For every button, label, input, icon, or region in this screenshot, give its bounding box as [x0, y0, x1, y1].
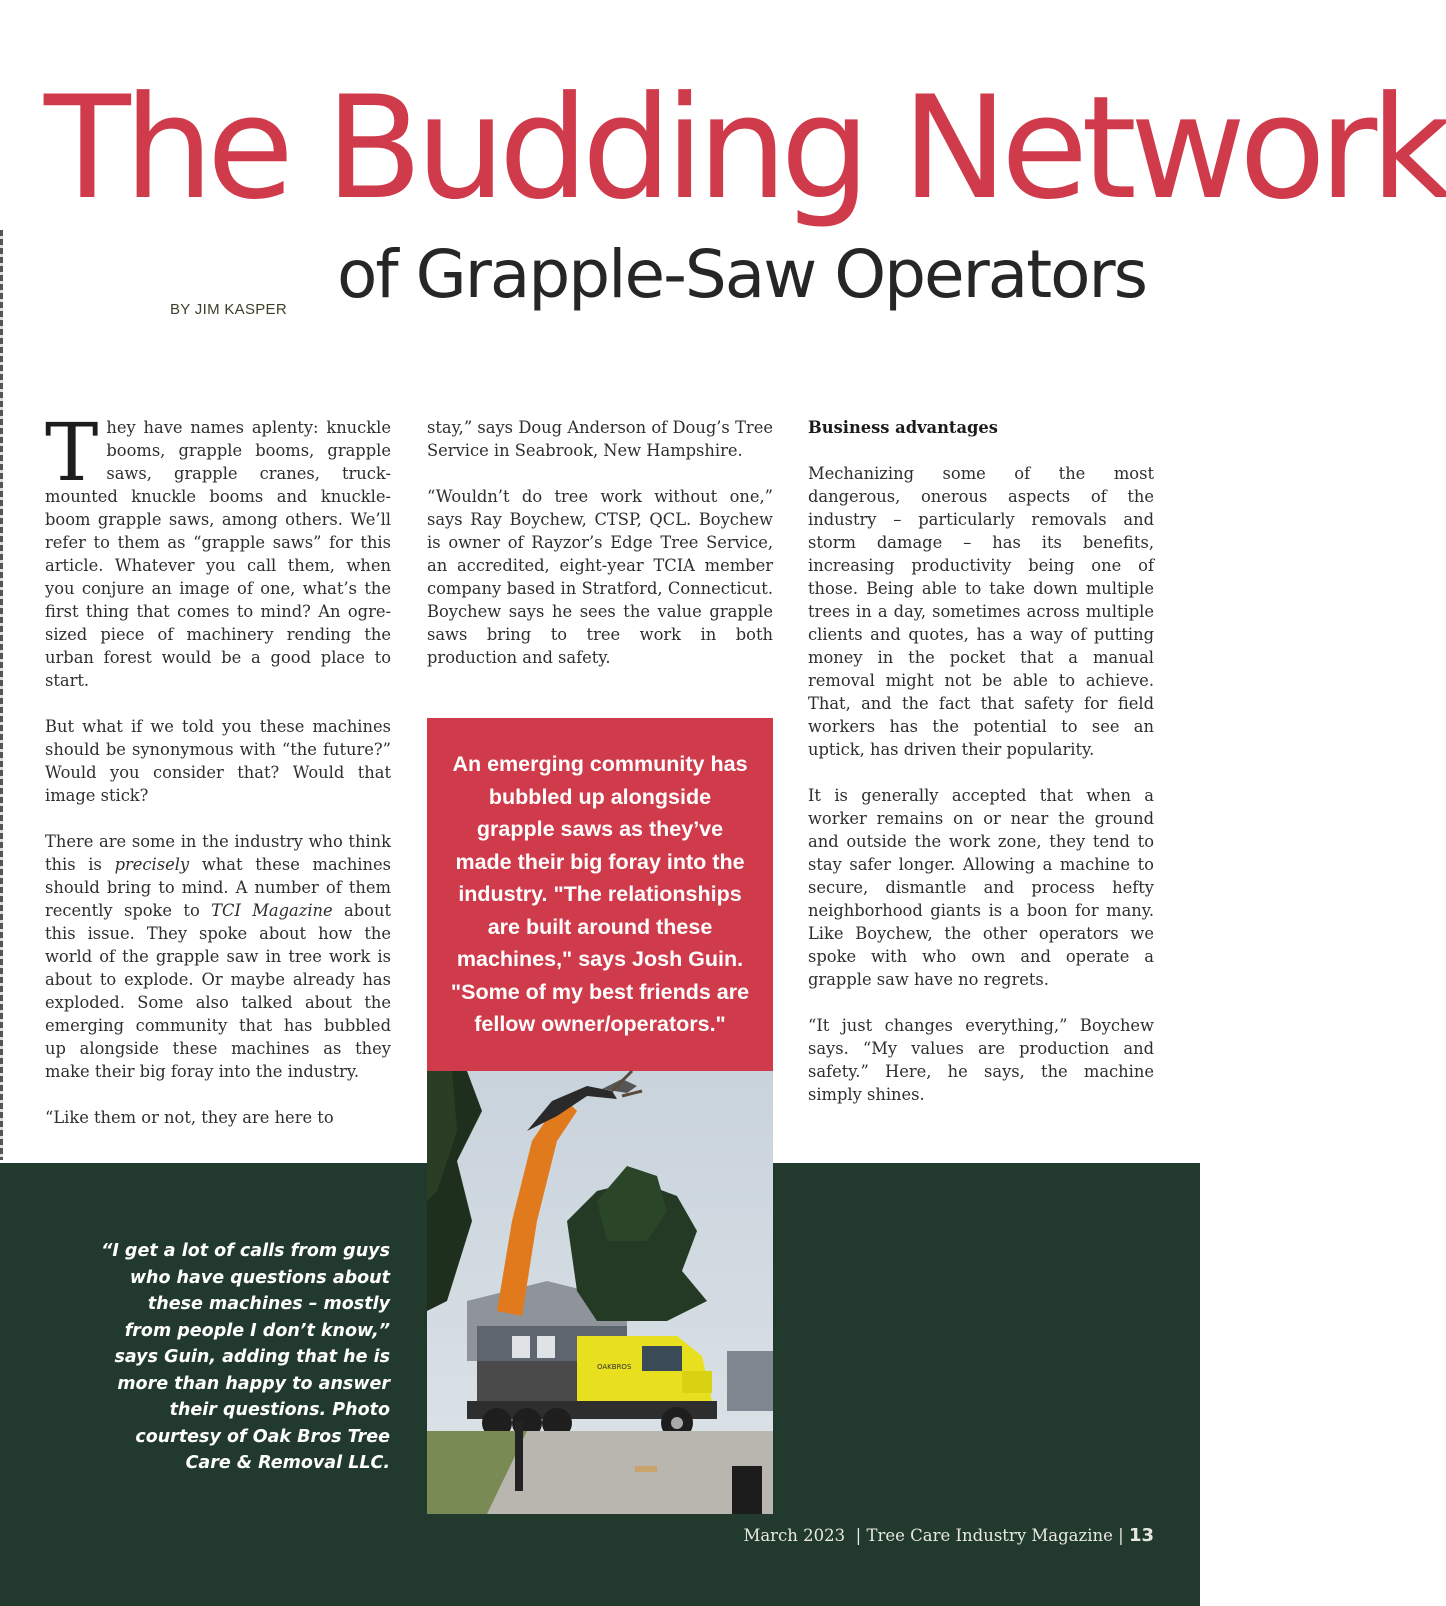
- page-footer: March 2023 | Tree Care Industry Magazine | 13: [743, 1525, 1154, 1546]
- article-subtitle: of Grapple-Saw Operators: [337, 236, 1146, 313]
- paragraph: But what if we told you these machines should be synonymous with “the future?” Would you consider that? Would that image stick?: [45, 717, 391, 805]
- drop-cap: T: [45, 406, 99, 499]
- paragraph-text: hey have names aplenty: knuckle booms, grapple booms, grapple saws, grapple cranes, truck-mounted knuckle booms and knuckle-boom grapple saws, among others. We’ll refer to them as “grapple saws” for this article. Whatever you call them, when you conjure an image of one, what’s the first thing that comes to mind? An ogre-sized piece of machinery rending the urban forest would be a good place to start.: [45, 418, 391, 690]
- paragraph: “Like them or not, they are here to: [45, 1108, 334, 1127]
- truck-logo-text: OAKBROS: [597, 1363, 632, 1371]
- page-number: 13: [1128, 1525, 1154, 1546]
- paragraph: “Wouldn’t do tree work without one,” says Ray Boychew, CTSP, QCL. Boychew is owner of Rayzor’s Edge Tree Service, an accredited, eight-year TCIA member company based in Stratford, Connecticut. Boychew says he sees the value grapple saws bring to tree work in both production and safety.: [427, 487, 773, 667]
- article-title: The Budding Network: [44, 66, 1446, 231]
- column-2: [427, 416, 773, 692]
- issue-date: March 2023: [743, 1526, 846, 1545]
- paragraph-text: There are some in the industry who think this is: [45, 832, 391, 874]
- pull-quote: [427, 718, 773, 1071]
- paragraph-text: about this issue. They spoke about how the world of the grapple saw in tree work is about to explode. Or maybe already has exploded. Some also talked about the emerging community that has bubbled up alongside these machines as they make their big foray into the industry.: [45, 901, 391, 1081]
- column-3: [808, 416, 1154, 1129]
- paragraph: stay,” says Doug Anderson of Doug’s Tree Service in Seabrook, New Hampshire.: [427, 418, 773, 460]
- paragraph: Mechanizing some of the most dangerous, onerous aspects of the industry – particularly removals and storm damage – has its benefits, increasing productivity being one of those. Being able to take down multiple trees in a day, sometimes across multiple clients and quotes, has a way of putting money in the pocket that a manual removal might not be able to achieve. That, and the fact that safety for field workers has the potential to see an uptick, has driven their popularity.: [808, 464, 1154, 759]
- publication-name: Tree Care Industry Magazine: [866, 1526, 1113, 1545]
- paragraph: [45, 406, 391, 692]
- paragraph: It is generally accepted that when a worker remains on or near the ground and outside the work zone, they tend to stay safer longer. Allowing a machine to secure, dismantle and process hefty neighborhood giants is a boon for many. Like Boychew, the other operators we spoke with who own and operate a grapple saw have no regrets.: [808, 786, 1154, 989]
- byline: BY JIM KASPER: [170, 301, 287, 318]
- paragraph: “It just changes everything,” Boychew says. “My values are production and safety.” Here, he says, the machine simply shines.: [808, 1016, 1154, 1104]
- page-edge-binding: [0, 230, 3, 1160]
- photo-caption: “I get a lot of calls from guys who have questions about these machines – mostly from people I don’t know,” says Guin, adding that he is more than happy to answer their questions. Photo courtesy of Oak Bros Tree Care & Removal LLC.: [101, 1241, 390, 1473]
- pull-quote-text: An emerging community has bubbled up alongside grapple saws as they’ve made their big foray into the industry. "The relationships are built around these machines," says Josh Guin. "Some of my best friends are fellow owner/operators.": [450, 752, 750, 1036]
- emphasis-text: precisely: [114, 855, 190, 874]
- paragraph: [45, 830, 391, 1083]
- column-1: [45, 406, 391, 1152]
- paragraph-text: what these machines should bring to mind. A number of them recently spoke to: [45, 855, 391, 920]
- magazine-name: TCI Magazine: [211, 901, 333, 920]
- section-heading: Business advantages: [808, 418, 998, 437]
- grapple-truck-photo: [427, 1071, 773, 1514]
